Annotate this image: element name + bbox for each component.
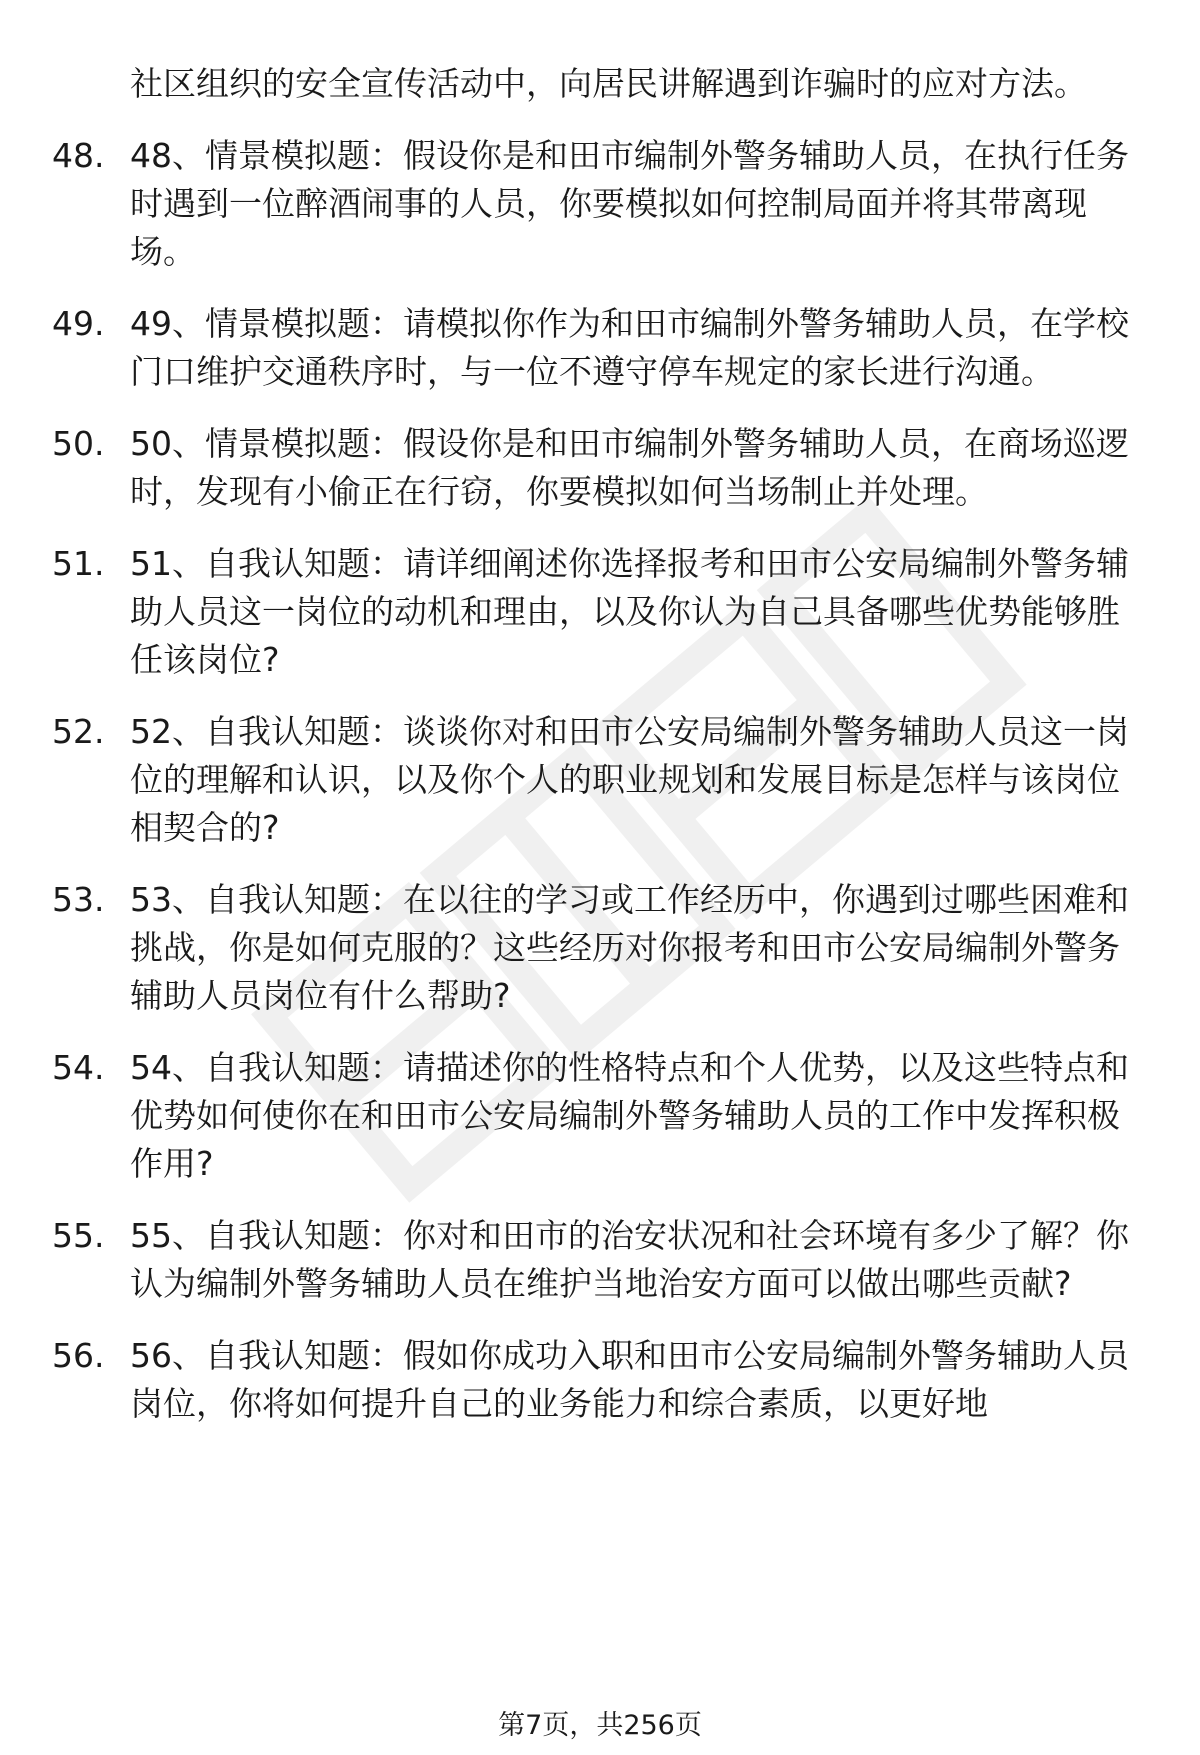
item-text: 49、情景模拟题：请模拟你作为和田市编制外警务辅助人员，在学校门口维护交通秩序时，与一位不遵守停车规定的家长进行沟通。 [130,304,1129,391]
item-text: 51、自我认知题：请详细阐述你选择报考和田市公安局编制外警务辅助人员这一岗位的动机和理由，以及你认为自己具备哪些优势能够胜任该岗位? [130,544,1129,679]
item-number: 51. [52,544,105,583]
item-text: 55、自我认知题：你对和田市的治安状况和社会环境有多少了解？你认为编制外警务辅助人员在维护当地治安方面可以做出哪些贡献? [130,1216,1129,1303]
item-number: 52. [52,712,105,751]
item-text: 50、情景模拟题：假设你是和田市编制外警务辅助人员，在商场巡逻时，发现有小偷正在行窃，你要模拟如何当场制止并处理。 [130,424,1129,511]
item-number: 55. [52,1216,105,1255]
list-item [0,876,1200,1020]
list-item [0,420,1200,516]
list-item [0,1212,1200,1308]
item-number: 56. [52,1336,105,1375]
item-number: 53. [52,880,105,919]
item-text: 48、情景模拟题：假设你是和田市编制外警务辅助人员，在执行任务时遇到一位醉酒闹事的人员，你要模拟如何控制局面并将其带离现场。 [130,136,1129,271]
item-text: 56、自我认知题：假如你成功入职和田市公安局编制外警务辅助人员岗位，你将如何提升自己的业务能力和综合素质，以更好地 [130,1336,1129,1423]
list-item [0,1044,1200,1188]
item-text: 54、自我认知题：请描述你的性格特点和个人优势，以及这些特点和优势如何使你在和田市公安局编制外警务辅助人员的工作中发挥积极作用? [130,1048,1129,1183]
item-text: 53、自我认知题：在以往的学习或工作经历中，你遇到过哪些困难和挑战，你是如何克服的？这些经历对你报考和田市公安局编制外警务辅助人员岗位有什么帮助? [130,880,1129,1015]
list-item [0,540,1200,684]
document-body [0,60,1200,1452]
list-item [0,300,1200,396]
list-item [0,708,1200,852]
page-footer: 第7页，共256页 [498,1710,702,1741]
item-number: 49. [52,304,105,343]
continuation-paragraph: 社区组织的安全宣传活动中，向居民讲解遇到诈骗时的应对方法。 [130,64,1087,103]
list-item [0,132,1200,276]
item-number: 48. [52,136,105,175]
list-item [0,1332,1200,1428]
question-list [0,132,1200,1428]
item-number: 54. [52,1048,105,1087]
item-number: 50. [52,424,105,463]
item-text: 52、自我认知题：谈谈你对和田市公安局编制外警务辅助人员这一岗位的理解和认识，以及你个人的职业规划和发展目标是怎样与该岗位相契合的? [130,712,1129,847]
